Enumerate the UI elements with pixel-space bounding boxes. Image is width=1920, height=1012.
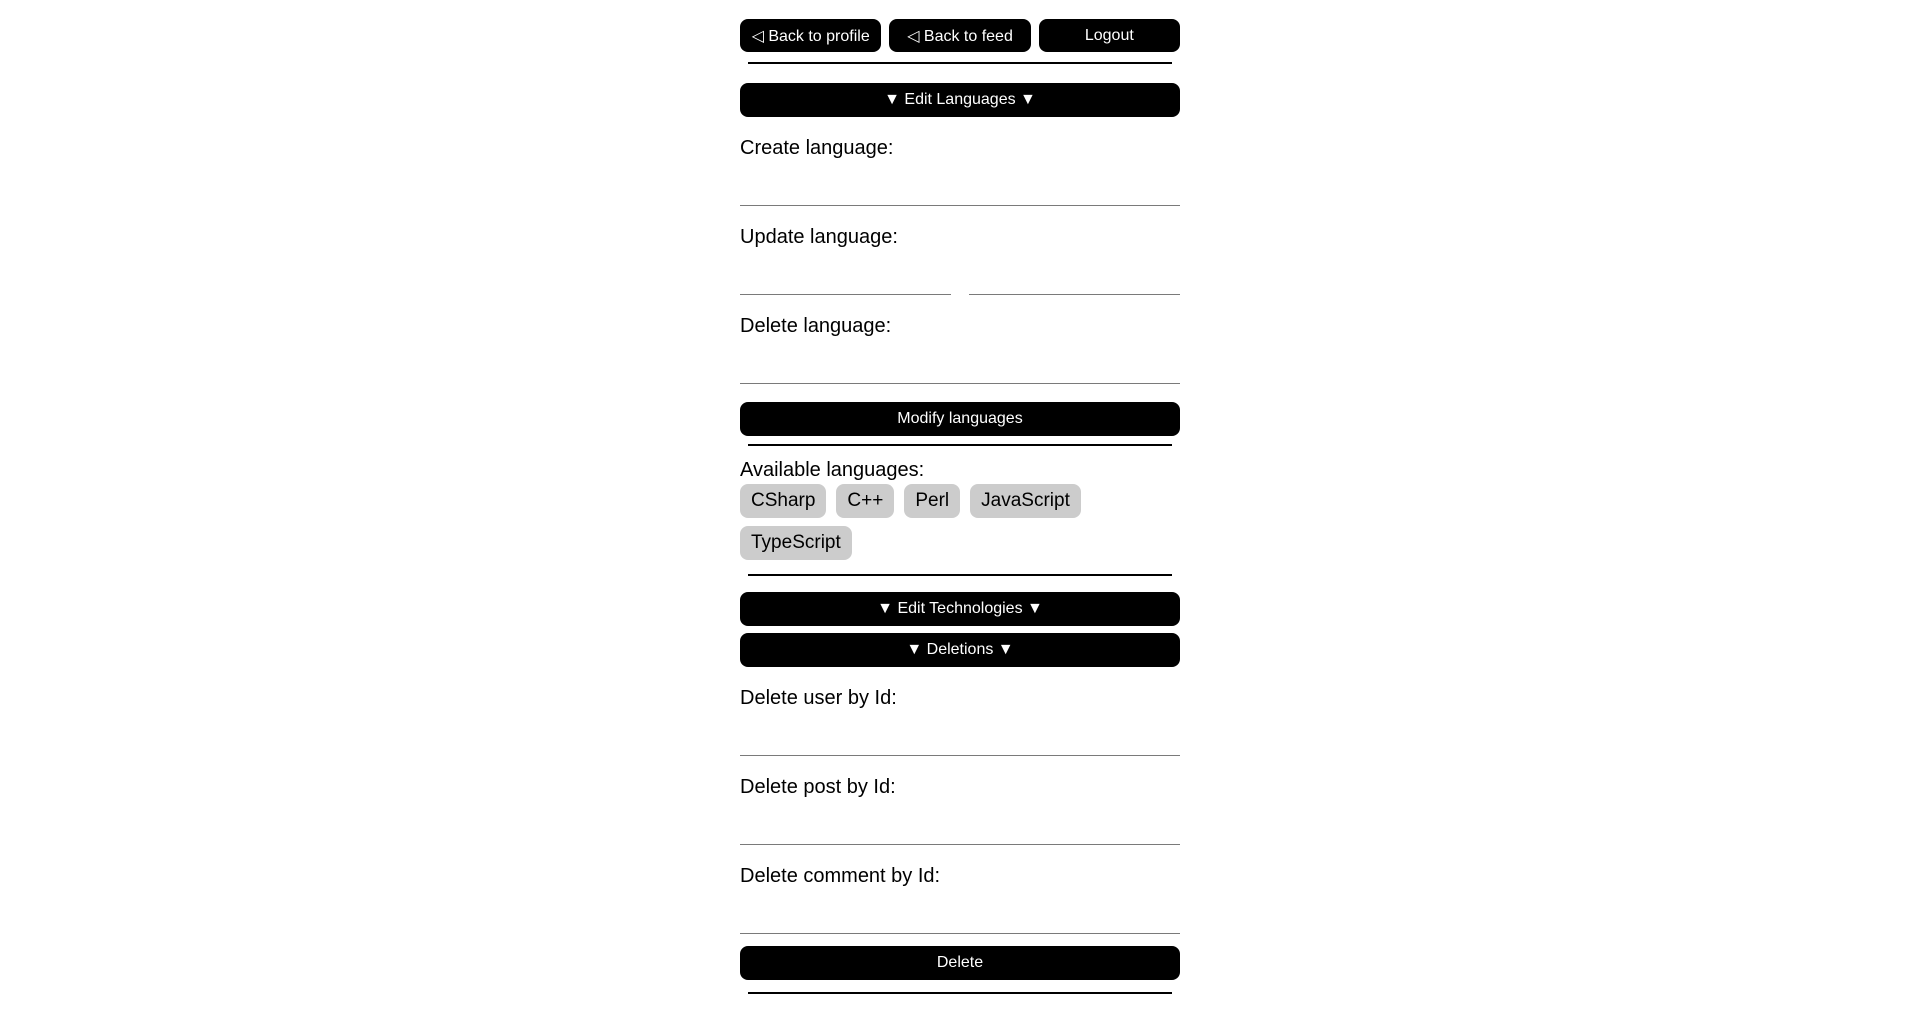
modify-languages-button[interactable]: Modify languages — [740, 402, 1180, 436]
update-language-inputs — [740, 255, 1180, 295]
delete-user-label: Delete user by Id: — [740, 687, 897, 709]
logout-button[interactable]: Logout — [1039, 19, 1180, 52]
delete-button[interactable]: Delete — [740, 946, 1180, 980]
update-language-old-input[interactable] — [740, 255, 951, 295]
delete-post-group — [740, 776, 1180, 845]
available-languages-label: Available languages: — [740, 459, 925, 481]
delete-comment-input[interactable] — [740, 894, 1180, 934]
create-language-input[interactable] — [740, 166, 1180, 206]
delete-post-label: Delete post by Id: — [740, 776, 896, 798]
delete-language-input[interactable] — [740, 344, 1180, 384]
top-nav — [740, 19, 1180, 52]
update-language-label: Update language: — [740, 226, 898, 248]
divider — [748, 62, 1172, 64]
delete-user-group — [740, 687, 1180, 756]
delete-language-group — [740, 315, 1180, 384]
language-tag: CSharp — [740, 484, 826, 518]
back-to-profile-button[interactable]: ◁ Back to profile — [740, 19, 881, 52]
language-tag: JavaScript — [970, 484, 1081, 518]
language-tag: Perl — [904, 484, 960, 518]
delete-comment-label: Delete comment by Id: — [740, 865, 941, 887]
divider — [748, 574, 1172, 576]
delete-post-input[interactable] — [740, 805, 1180, 845]
delete-language-label: Delete language: — [740, 315, 892, 337]
create-language-group — [740, 137, 1180, 206]
delete-user-input[interactable] — [740, 716, 1180, 756]
update-language-new-input[interactable] — [969, 255, 1180, 295]
edit-technologies-toggle[interactable]: ▼ Edit Technologies ▼ — [740, 592, 1180, 626]
divider — [748, 992, 1172, 994]
deletions-toggle[interactable]: ▼ Deletions ▼ — [740, 633, 1180, 667]
create-language-label: Create language: — [740, 137, 894, 159]
available-languages-list — [740, 484, 1180, 560]
update-language-group — [740, 226, 1180, 295]
language-tag: C++ — [836, 484, 894, 518]
admin-panel — [740, 0, 1180, 994]
language-tag: TypeScript — [740, 526, 852, 560]
back-to-feed-button[interactable]: ◁ Back to feed — [889, 19, 1030, 52]
delete-comment-group — [740, 865, 1180, 934]
divider — [748, 444, 1172, 446]
edit-languages-toggle[interactable]: ▼ Edit Languages ▼ — [740, 83, 1180, 117]
